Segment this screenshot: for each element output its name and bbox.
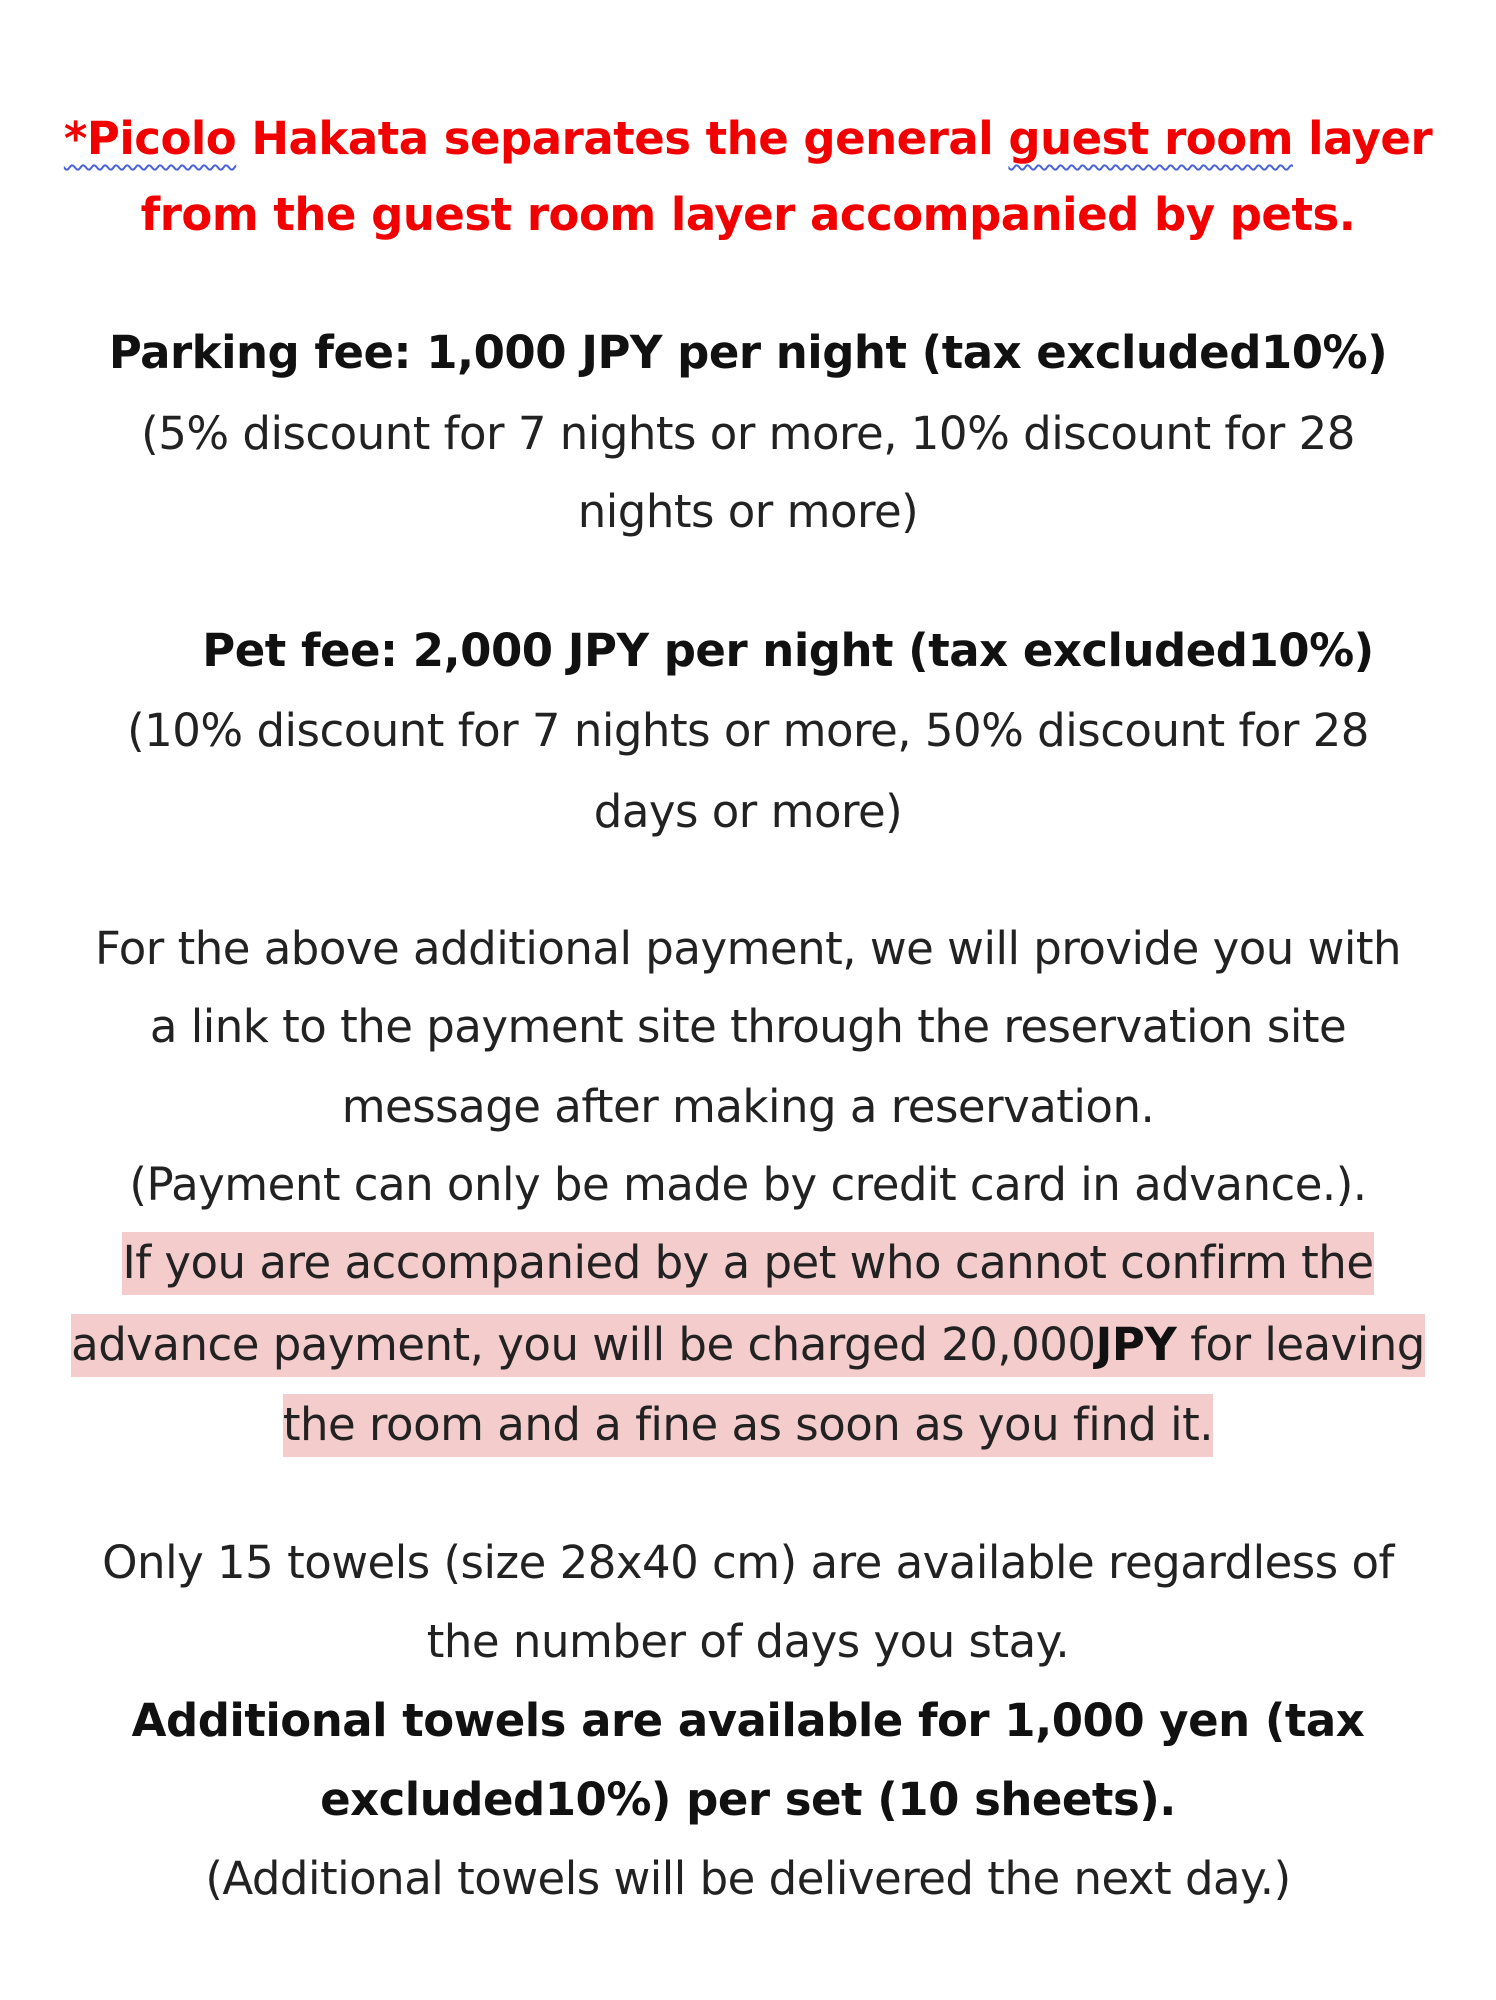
warning-text-segment: for leaving (1176, 1318, 1425, 1371)
towel-info-line-1: Only 15 towels (size 28x40 cm) are available regardless of (102, 1536, 1394, 1589)
picolo-misspelled-word: *Picolo (63, 112, 237, 165)
towel-info-line-2: the number of days you stay. (426, 1615, 1070, 1668)
parking-discount-line-2: nights or more) (577, 485, 919, 538)
warning-highlight (71, 1314, 1425, 1377)
pet-discount-line-1: (10% discount for 7 nights or more, 50% discount for 28 (127, 704, 1369, 757)
payment-info-line-3: message after making a reservation. (341, 1080, 1155, 1133)
jpy-bold-label: JPY (1095, 1318, 1177, 1371)
parking-discount-line-1: (5% discount for 7 nights or more, 10% discount for 28 (141, 407, 1355, 460)
unpaid-pet-warning-line-2 (0, 1306, 1496, 1384)
pet-floor-notice-line-1 (0, 100, 1496, 178)
unpaid-pet-warning-line-3 (0, 1386, 1496, 1464)
additional-towels-price-line-1: Additional towels are available for 1,000 yen (tax (131, 1694, 1365, 1747)
pet-discount-line-2: days or more) (593, 785, 903, 838)
pet-floor-notice-line-2: from the guest room layer accompanied by pets. (140, 188, 1356, 241)
unpaid-pet-warning-line-1 (0, 1224, 1496, 1302)
parking-fee-title: Parking fee: 1,000 JPY per night (tax excluded10%) (108, 326, 1388, 379)
notice-text-segment: layer (1293, 112, 1433, 165)
pet-fee-title: Pet fee: 2,000 JPY per night (tax excluded10%) (202, 624, 1374, 677)
payment-info-line-1: For the above additional payment, we will provide you with (94, 922, 1402, 975)
additional-towels-delivery-note: (Additional towels will be delivered the next day.) (205, 1852, 1291, 1905)
guest-room-underlined-words: guest room (1008, 112, 1294, 165)
payment-credit-card-note: (Payment can only be made by credit card in advance.). (129, 1158, 1367, 1211)
warning-text-segment: advance payment, you will be charged 20,000 (71, 1318, 1096, 1371)
notice-text-segment: Hakata separates the general (236, 112, 1009, 165)
payment-info-line-2: a link to the payment site through the reservation site (149, 1000, 1347, 1053)
additional-towels-price-line-2: excluded10%) per set (10 sheets). (320, 1773, 1176, 1826)
warning-highlight: If you are accompanied by a pet who cannot confirm the (122, 1232, 1373, 1295)
warning-highlight: the room and a fine as soon as you find it. (283, 1394, 1213, 1457)
